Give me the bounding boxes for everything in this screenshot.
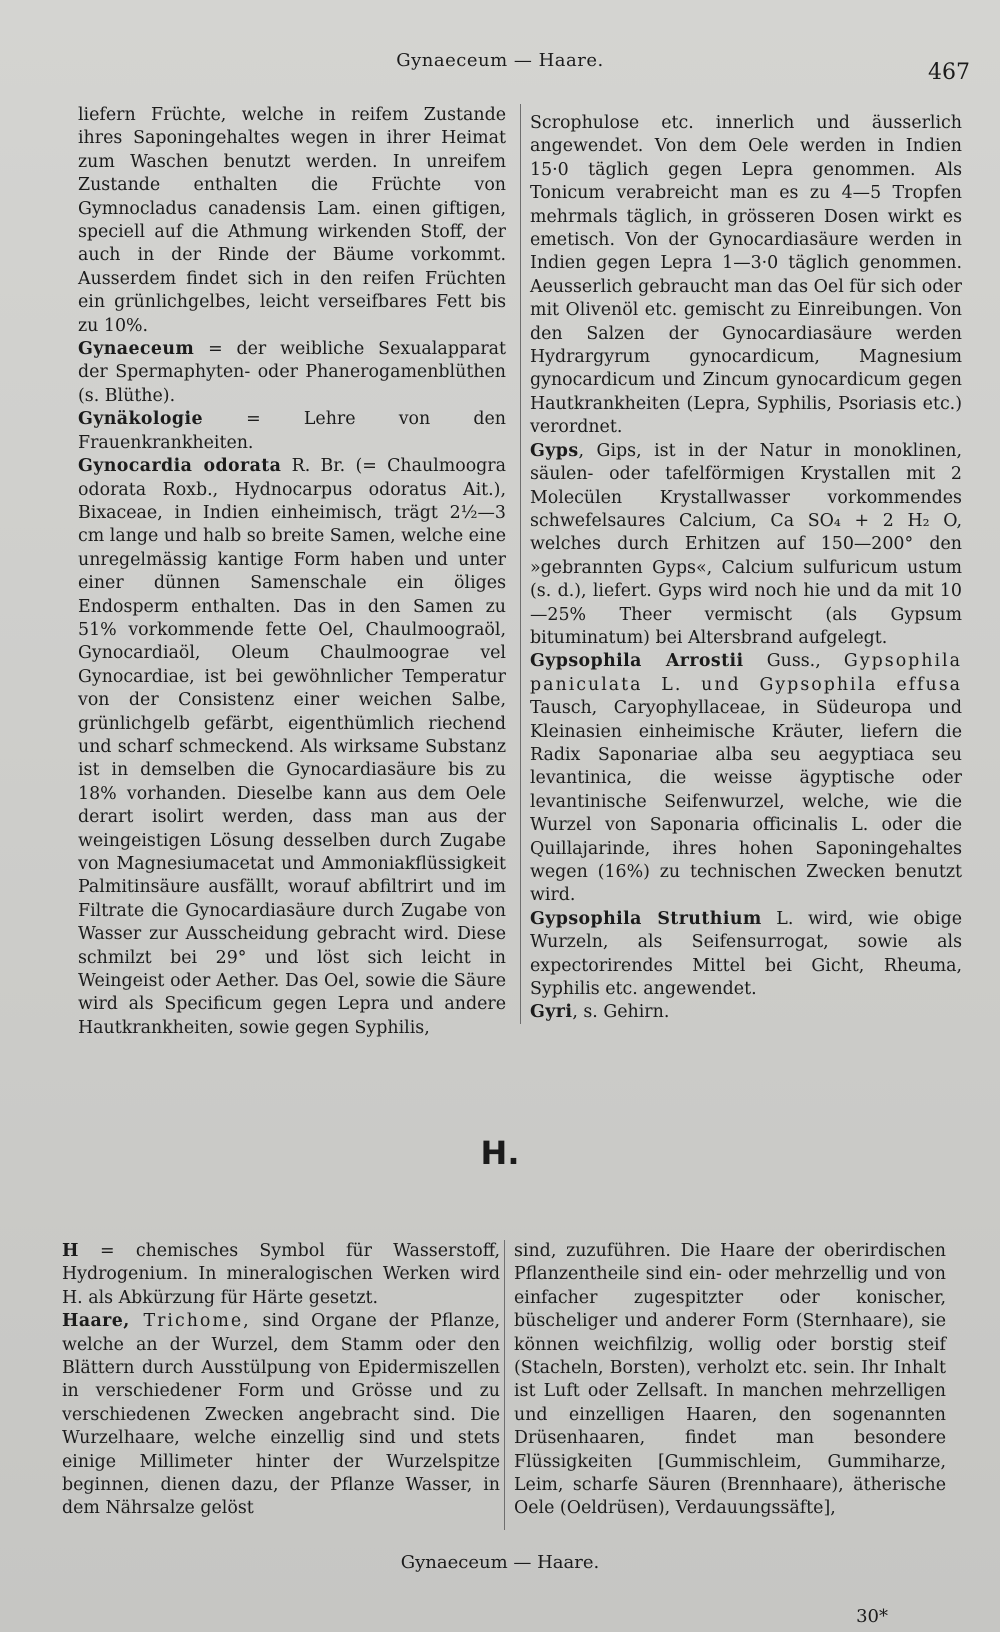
paragraph-scrophulose: Scrophulose etc. innerlich und äusserlich angewendet. Von dem Oele werden in Indien 15·0 täglich gegen Lepra genommen. Als Tonicum verabreicht man es zu 4—5 Tropfen mehrmals täglich, in grösseren Dosen wirkt es emetisch. Von der Gynocardiasäure werden in Indien gegen Lepra 1—3·0 täglich genommen. Aeusserlich gebraucht man das Oel für sich oder mit Olivenöl etc. gemischt zu Einreibungen. Von den Salzen der Gynocardiasäure werden Hydrargyrum gynocardicum, Magnesium gynocardicum und Zincum gynocardicum gegen Hautkrankheiten (Lepra, Syphilis, Psoriasis etc.) verordnet. [530,113,962,438]
entry-term: Gynaeceum [78,339,195,360]
entry-h [62,1240,500,1310]
paragraph-fruits: liefern Früchte, welche in reifem Zustande ihres Saponingehaltes wegen in ihrer Heimat zum Waschen benutzt werden. In unreifem Zustande enthalten die Früchte von Gymnocladus canadensis Lam. einen giftigen, speciell auf die Athmung wirkenden Stoff, der auch in der Rinde der Bäume vorkommt. Ausserdem findet sich in den reifen Früchten ein grünlichgelbes, leicht verseifbares Fett bis zu 10%. [78,105,506,336]
entry-text: Tausch, Caryophyllaceae, in Südeuropa und Kleinasien einheimische Kräuter, liefern die Radix Saponariae alba seu aegyptiaca seu levantinica, die weisse ägyptische oder levantinische Seifenwurzel, welche, wie die Wurzel von Saponaria officinalis L. oder die Quillajarinde, ihres hohen Saponingehaltes wegen (16%) zu technischen Zwecken benutzt wird. [530,698,962,906]
entry-text: = Lehre von den Frauenkrankheiten. [78,409,506,453]
entry-text: L. wird, wie obige Wurzeln, als Seifensurrogat, sowie als expectorirendes Mittel bei Gicht, Rheuma, Syphilis etc. angewendet. [530,908,962,1000]
entry-term: Haare, [62,1311,130,1332]
entry-spaced-text: Gypsophila paniculata L. und Gypsophila effusa [530,651,962,695]
entry-text: , s. Gehirn. [572,1002,670,1023]
entry-text: = der weibliche Sexualapparat der Spermaphyten- oder Phanerogamenblüthen (s. Blüthe). [78,339,506,406]
entry-gyps [530,440,962,651]
left-column-top [78,104,506,1040]
entry-gypsophila-struthium [530,908,962,1002]
entry-spaced-text: Trichome, [129,1311,251,1332]
entry-term: Gyri [530,1002,573,1023]
entry-gynocardia [78,455,506,1040]
running-head: Gynaeceum — Haare. [396,50,604,71]
paragraph-haare-continued: sind, zuzuführen. Die Haare der oberirdischen Pflanzentheile sind ein- oder mehrzellig und von einfacher zugespitzter oder konischer, büscheliger und anderer Form (Sternhaare), sie können weichfilzig, wollig oder borstig steif (Stacheln, Borsten), verholzt etc. sein. Ihr Inhalt ist Luft oder Zellsaft. In manchen mehrzelligen und einzelligen Haaren, den sogenannten Drüsenhaaren, findet man besondere Flüssigkeiten [Gummischleim, Gummiharze, Leim, scharfe Säuren (Brennhaare), ätherische Oele (Oeldrüsen), Verdauungssäfte], [514,1241,946,1519]
entry-term: Gypsophila Struthium [530,908,762,929]
left-column-bottom [62,1240,500,1521]
column-rule [520,104,521,1024]
entry-gyri [530,1001,962,1024]
footer-running-title: Gynaeceum — Haare. [400,1552,600,1573]
entry-gynaeceum [78,338,506,408]
entry-text: = chemisches Symbol für Wasserstoff, Hydrogenium. In mineralogischen Werken wird H. als Abkürzung für Härte gesetzt. [62,1241,500,1308]
entry-text: R. Br. (= Chaulmoogra odorata Roxb., Hydnocarpus odoratus Ait.), Bixaceae, in Indien einheimisch, trägt 2½—3 cm lange und halb so breite Samen, welche eine unregelmässig kantige Form haben und unter einer dünnen Samenschale ein öliges Endosperm enthalten. Das in den Samen zu 51% vorkommende fette Oel, Chaulmoograöl, Gynocardiaöl, Oleum Chaulmoograe vel Gynocardiae, ist bei gewöhnlicher Temperatur von der Consistenz einer weichen Salbe, grünlichgelb gefärbt, eigenthümlich riechend und scharf schmeckend. Als wirksame Substanz ist in demselben die Gynocardiasäure bis zu 18% vorhanden. Dieselbe kann aus dem Oele derart isolirt werden, dass man aus der weingeistigen Lösung desselben durch Zugabe von Magnesiumacetat und Ammoniakflüssigkeit Palmitinsäure ausfällt, worauf abfiltrirt und im Filtrate die Gynocardiasäure durch Zugabe von Wasser zur Ausscheidung gebracht wird. Diese schmilzt bei 29° und löst sich leicht in Weingeist oder Aether. Das Oel, sowie die Säure wird als Specificum gegen Lepra und andere Hautkrankheiten, sowie gegen Syphilis, [78,456,506,1038]
entry-term: H [62,1241,79,1261]
entry-term: Gynocardia odorata [78,456,282,477]
entry-text: , Gips, ist in der Natur in monoklinen, säulen- oder tafelförmigen Krystallen mit 2 Molecülen Krystallwasser vorkommendes schwefelsaures Calcium, Ca SO₄ + 2 H₂ O, welches durch Erhitzen auf 150—200° den »gebrannten Gyps«, Calcium sulfuricum ustum (s. d.), liefert. Gyps wird noch hie und da mit 10—25% Theer vermischt (als Gypsum bituminatum) bei Altersbrand aufgelegt. [530,440,962,648]
signature-mark: 30* [856,1606,888,1627]
section-heading: H. [480,1134,520,1172]
entry-term: Gynäkologie [78,409,203,430]
entry-text: sind Organe der Pflanze, welche an der Wurzel, dem Stamm oder den Blättern durch Ausstülpung von Epidermiszellen in verschiedener Form und Grösse und zu verschiedenen Zwecken angebracht sind. Die Wurzelhaare, welche einzellig sind und stets einige Millimeter hinter der Wurzelspitze beginnen, dienen dazu, der Pflanze Wasser, in dem Nährsalze gelöst [62,1311,500,1519]
right-column-top [530,112,962,1025]
entry-text: Guss., [743,651,844,672]
column-rule [504,1240,505,1530]
right-column-bottom [514,1240,946,1521]
entry-gypsophila-arrostii [530,650,962,907]
entry-term: Gyps [530,440,579,461]
entry-term: Gypsophila Arrostii [530,651,744,672]
entry-haare [62,1310,500,1521]
entry-gynaekologie [78,408,506,455]
page-number: 467 [928,60,970,85]
